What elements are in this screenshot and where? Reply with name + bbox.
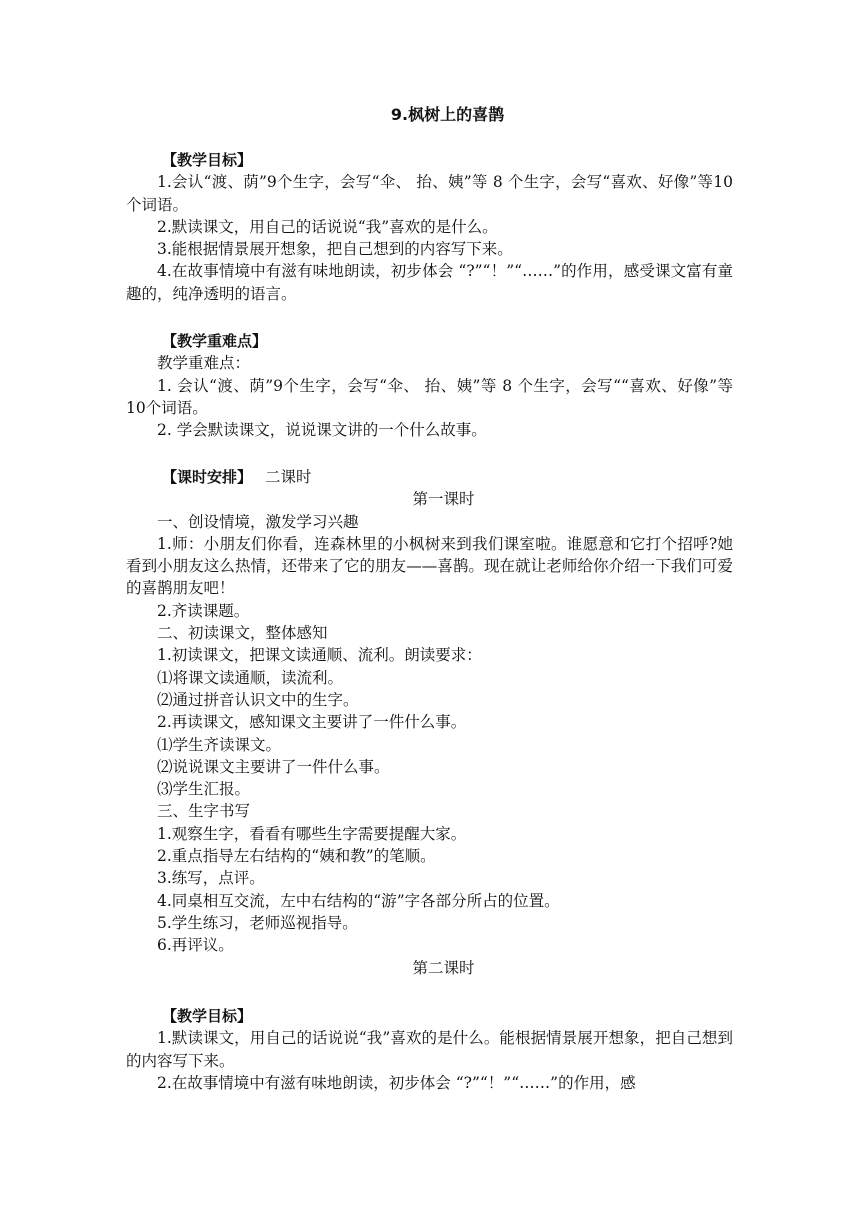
- schedule-section: [126, 466, 733, 979]
- list-item: 1.师：小朋友们你看，连森林里的小枫树来到我们课室啦。谁愿意和它打个招呼?她看到小朋友这么热情，还带来了它的朋友——喜鹊。现在就让老师给你介绍一下我们可爱的喜鹊朋友吧！: [126, 534, 733, 598]
- list-item: 1.初读课文，把课文读通顺、流利。朗读要求：: [157, 646, 482, 665]
- list-item: 2.默读课文，用自己的话说说“我”喜欢的是什么。: [157, 217, 498, 236]
- schedule-heading-line: [126, 466, 733, 488]
- list-item: 3.练写，点评。: [157, 869, 265, 888]
- list-item: 1.默读课文，用自己的话说说“我”喜欢的是什么。能根据情景展开想象，把自己想到的内容写下来。: [126, 1029, 733, 1070]
- section-heading: 【教学重难点】: [162, 332, 268, 350]
- lesson2-title: 第二课时: [412, 958, 475, 977]
- schedule-value: 二课时: [264, 468, 312, 486]
- section-heading: 【课时安排】: [162, 468, 253, 486]
- list-item: 3.能根据情景展开想象，把自己想到的内容写下来。: [157, 240, 513, 259]
- list-item: ⑵通过拼音认识文中的生字。: [157, 690, 359, 709]
- list-item: ⑴将课文读通顺，读流利。: [157, 668, 344, 687]
- section-intro: 教学重难点：: [157, 354, 251, 373]
- list-item: 2.再读课文，感知课文主要讲了一件什么事。: [157, 713, 467, 732]
- list-item: 2.在故事情境中有滋有味地朗读，初步体会 “?”“！”“……”的作用，感: [157, 1073, 636, 1092]
- list-item: 2.齐读课题。: [157, 601, 250, 620]
- key-difficulties-section: [126, 330, 733, 441]
- lesson2-objectives-section: [126, 1005, 733, 1094]
- list-item: ⑵说说课文主要讲了一件什么事。: [157, 757, 390, 776]
- section-heading: 【教学目标】: [162, 151, 253, 169]
- list-item: 4.同桌相互交流，左中右结构的“游”字各部分所占的位置。: [157, 891, 560, 910]
- step-heading: 一、创设情境，激发学习兴趣: [157, 512, 359, 531]
- list-item: 1. 会认“渡、荫”9个生字，会写“伞、 抬、姨”等 8 个生字，会写““喜欢、好像”等10个词语。: [126, 376, 733, 417]
- lesson1-title: 第一课时: [412, 490, 475, 509]
- list-item: 4.在故事情境中有滋有味地朗读，初步体会 “?”“！”“……”的作用，感受课文富有童趣的，纯净透明的语言。: [126, 262, 733, 303]
- step-heading: 二、初读课文，整体感知: [157, 624, 328, 643]
- teaching-objectives-section: [126, 149, 733, 305]
- list-item: ⑶学生汇报。: [157, 780, 251, 799]
- list-item: 2.重点指导左右结构的“姨和教”的笔顺。: [157, 847, 436, 866]
- list-item: 1.观察生字，看看有哪些生字需要提醒大家。: [157, 824, 467, 843]
- list-item: ⑴学生齐读课文。: [157, 735, 282, 754]
- list-item: 5.学生练习，老师巡视指导。: [157, 913, 358, 932]
- step-heading: 三、生字书写: [157, 802, 251, 821]
- list-item: 1.会认“渡、荫”9个生字，会写“伞、 抬、姨”等 8 个生字，会写“喜欢、好像”等10个词语。: [126, 173, 733, 214]
- section-heading: 【教学目标】: [162, 1007, 253, 1025]
- list-item: 2. 学会默读课文，说说课文讲的一个什么故事。: [157, 421, 487, 440]
- document-title: 9.枫树上的喜鹊: [390, 105, 505, 124]
- list-item: 6.再评议。: [157, 936, 234, 955]
